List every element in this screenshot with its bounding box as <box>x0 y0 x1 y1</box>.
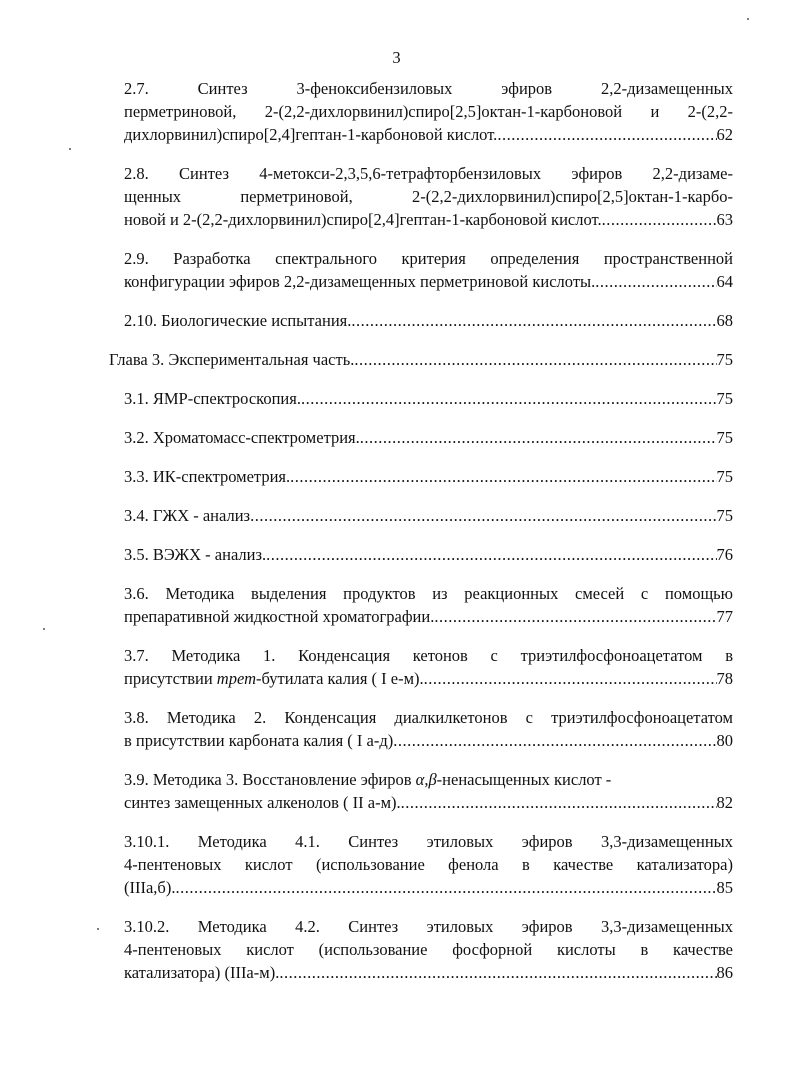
toc-entry-text: 2.10. Биологические испытания. <box>124 311 352 330</box>
toc-entry-text-part: -ненасыщенных кислот - <box>436 770 612 789</box>
toc-entry-last-line <box>124 123 733 146</box>
toc-page-number: 86 <box>716 963 733 982</box>
toc-entry-line: 3.7. Методика 1. Конденсация кетонов с триэтилфосфоноацетатом в <box>124 646 733 665</box>
toc-page-number: 63 <box>716 210 733 229</box>
toc-entry-text: 3.3. ИК-спектрометрия. <box>124 467 291 486</box>
toc-page-number: 75 <box>716 506 733 525</box>
toc-entry-2-8[interactable] <box>124 162 733 231</box>
toc-entry-italic-term: α,β <box>415 770 437 789</box>
toc-entry-last-line <box>124 504 733 527</box>
toc-page-number: 85 <box>716 878 733 897</box>
toc-entry-line: 3.10.2. Методика 4.2. Синтез этиловых эфиров 3,3-дизамещенных <box>124 917 733 936</box>
dot-leader <box>602 208 717 231</box>
toc-entry-text: новой и 2-(2,2-дихлорвинил)спиро[2,4]гептан-1-карбоновой кислот. <box>124 210 602 229</box>
toc-entry-line: 2.8. Синтез 4-метокси-2,3,5,6-тетрафторбензиловых эфиров 2,2-дизаме- <box>124 164 733 183</box>
toc-entry-line <box>124 768 733 791</box>
toc-page-number: 75 <box>716 350 733 369</box>
toc-entry-last-line <box>124 961 733 984</box>
toc-entry-text: конфигурации эфиров 2,2-дизамещенных перметриновой кислоты. <box>124 272 596 291</box>
dot-leader <box>401 791 717 814</box>
toc-page-number: 77 <box>716 607 733 626</box>
toc-entry-last-line <box>124 543 733 566</box>
toc-entry-3-2[interactable] <box>124 426 733 449</box>
toc-page-number: 80 <box>716 731 733 750</box>
toc-entry-text-part: -бутилата калия ( I е-м). <box>255 669 424 688</box>
dot-leader <box>360 426 717 449</box>
dot-leader <box>497 123 716 146</box>
toc-entry-line: 3.8. Методика 2. Конденсация диалкилкетонов с триэтилфосфоноацетатом <box>124 708 733 727</box>
toc-entry-line: 4-пентеновых кислот (использование фосфорной кислоты в качестве <box>124 940 733 959</box>
toc-entry-text: 3.1. ЯМР-спектроскопия. <box>124 389 301 408</box>
toc-page-number: 75 <box>716 389 733 408</box>
toc-page-number: 75 <box>716 428 733 447</box>
dot-leader <box>434 605 716 628</box>
dot-leader <box>301 387 717 410</box>
toc-page-number: 78 <box>716 669 733 688</box>
toc-entry-line: 2.7. Синтез 3-феноксибензиловых эфиров 2,2-дизамещенных <box>124 79 733 98</box>
dot-leader <box>175 876 716 899</box>
toc-page-number: 76 <box>716 545 733 564</box>
toc-entry-3-10-1[interactable] <box>124 830 733 899</box>
toc-entry-last-line <box>124 667 733 690</box>
table-of-contents <box>0 77 793 984</box>
toc-entry-3-8[interactable] <box>124 706 733 752</box>
toc-entry-italic-term: трет <box>216 669 256 688</box>
dot-leader <box>595 270 716 293</box>
toc-entry-text: Глава 3. Экспериментальная часть. <box>109 350 355 369</box>
toc-entry-line: 3.6. Методика выделения продуктов из реакционных смесей с помощью <box>124 584 733 603</box>
dot-leader <box>290 465 716 488</box>
toc-entry-last-line <box>124 387 733 410</box>
toc-entry-3-3[interactable] <box>124 465 733 488</box>
toc-entry-3-7[interactable] <box>124 644 733 690</box>
toc-page-number: 75 <box>716 467 733 486</box>
toc-entry-3-9[interactable] <box>124 768 733 814</box>
toc-entry-text: 3.5. ВЭЖХ - анализ. <box>124 545 267 564</box>
dot-leader <box>393 729 716 752</box>
toc-entry-last-line <box>109 348 733 371</box>
dot-leader <box>279 961 716 984</box>
toc-entry-last-line <box>124 426 733 449</box>
toc-entry-line: щенных перметриновой, 2-(2,2-дихлорвинил)спиро[2,5]октан-1-карбо- <box>124 187 733 206</box>
toc-entry-last-line <box>124 876 733 899</box>
toc-page-number: 64 <box>716 272 733 291</box>
toc-entry-text: синтез замещенных алкенолов ( II а-м). <box>124 793 401 812</box>
toc-entry-text: катализатора) (IIIа-м). <box>124 963 280 982</box>
toc-entry-last-line <box>124 791 733 814</box>
dot-leader <box>250 504 716 527</box>
toc-entry-line: 4-пентеновых кислот (использование фенола в качестве катализатора) <box>124 855 733 874</box>
toc-entry-2-9[interactable] <box>124 247 733 293</box>
dot-leader <box>424 667 717 690</box>
toc-entry-line: 2.9. Разработка спектрального критерия определения пространственной <box>124 249 733 268</box>
toc-entry-last-line <box>124 729 733 752</box>
toc-entry-text <box>124 667 424 690</box>
toc-entry-chapter-3[interactable] <box>109 348 733 371</box>
dot-leader <box>351 309 716 332</box>
toc-entry-text: в присутствии карбоната калия ( I а-д) <box>124 731 394 750</box>
toc-entry-3-10-2[interactable] <box>124 915 733 984</box>
toc-entry-text-part: присутствии <box>124 669 217 688</box>
toc-entry-3-5[interactable] <box>124 543 733 566</box>
toc-entry-text-part: 3.9. Методика 3. Восстановление эфиров <box>124 770 416 789</box>
toc-entry-line: 3.10.1. Методика 4.1. Синтез этиловых эфиров 3,3-дизамещенных <box>124 832 733 851</box>
toc-entry-last-line <box>124 208 733 231</box>
toc-entry-3-1[interactable] <box>124 387 733 410</box>
toc-entry-last-line <box>124 605 733 628</box>
toc-page-number: 82 <box>716 793 733 812</box>
dot-leader <box>266 543 716 566</box>
toc-entry-text: 3.4. ГЖХ - анализ <box>124 506 251 525</box>
toc-entry-2-10[interactable] <box>124 309 733 332</box>
scan-speck <box>747 18 749 20</box>
toc-entry-text: препаративной жидкостной хроматографии. <box>124 607 435 626</box>
toc-page-number: 62 <box>716 125 733 144</box>
toc-entry-3-6[interactable] <box>124 582 733 628</box>
toc-entry-text: дихлорвинил)спиро[2,4]гептан-1-карбоновой кислот. <box>124 125 498 144</box>
toc-page-number: 68 <box>716 311 733 330</box>
toc-entry-text: 3.2. Хроматомасс-спектрометрия. <box>124 428 360 447</box>
toc-entry-3-4[interactable] <box>124 504 733 527</box>
toc-entry-last-line <box>124 270 733 293</box>
page-number: 3 <box>392 48 401 67</box>
toc-entry-text: (IIIа,б). <box>124 878 176 897</box>
toc-entry-last-line <box>124 465 733 488</box>
toc-entry-line: перметриновой, 2-(2,2-дихлорвинил)спиро[2,5]октан-1-карбоновой и 2-(2,2- <box>124 102 733 121</box>
toc-entry-2-7[interactable] <box>124 77 733 146</box>
dot-leader <box>354 348 716 371</box>
toc-entry-last-line <box>124 309 733 332</box>
